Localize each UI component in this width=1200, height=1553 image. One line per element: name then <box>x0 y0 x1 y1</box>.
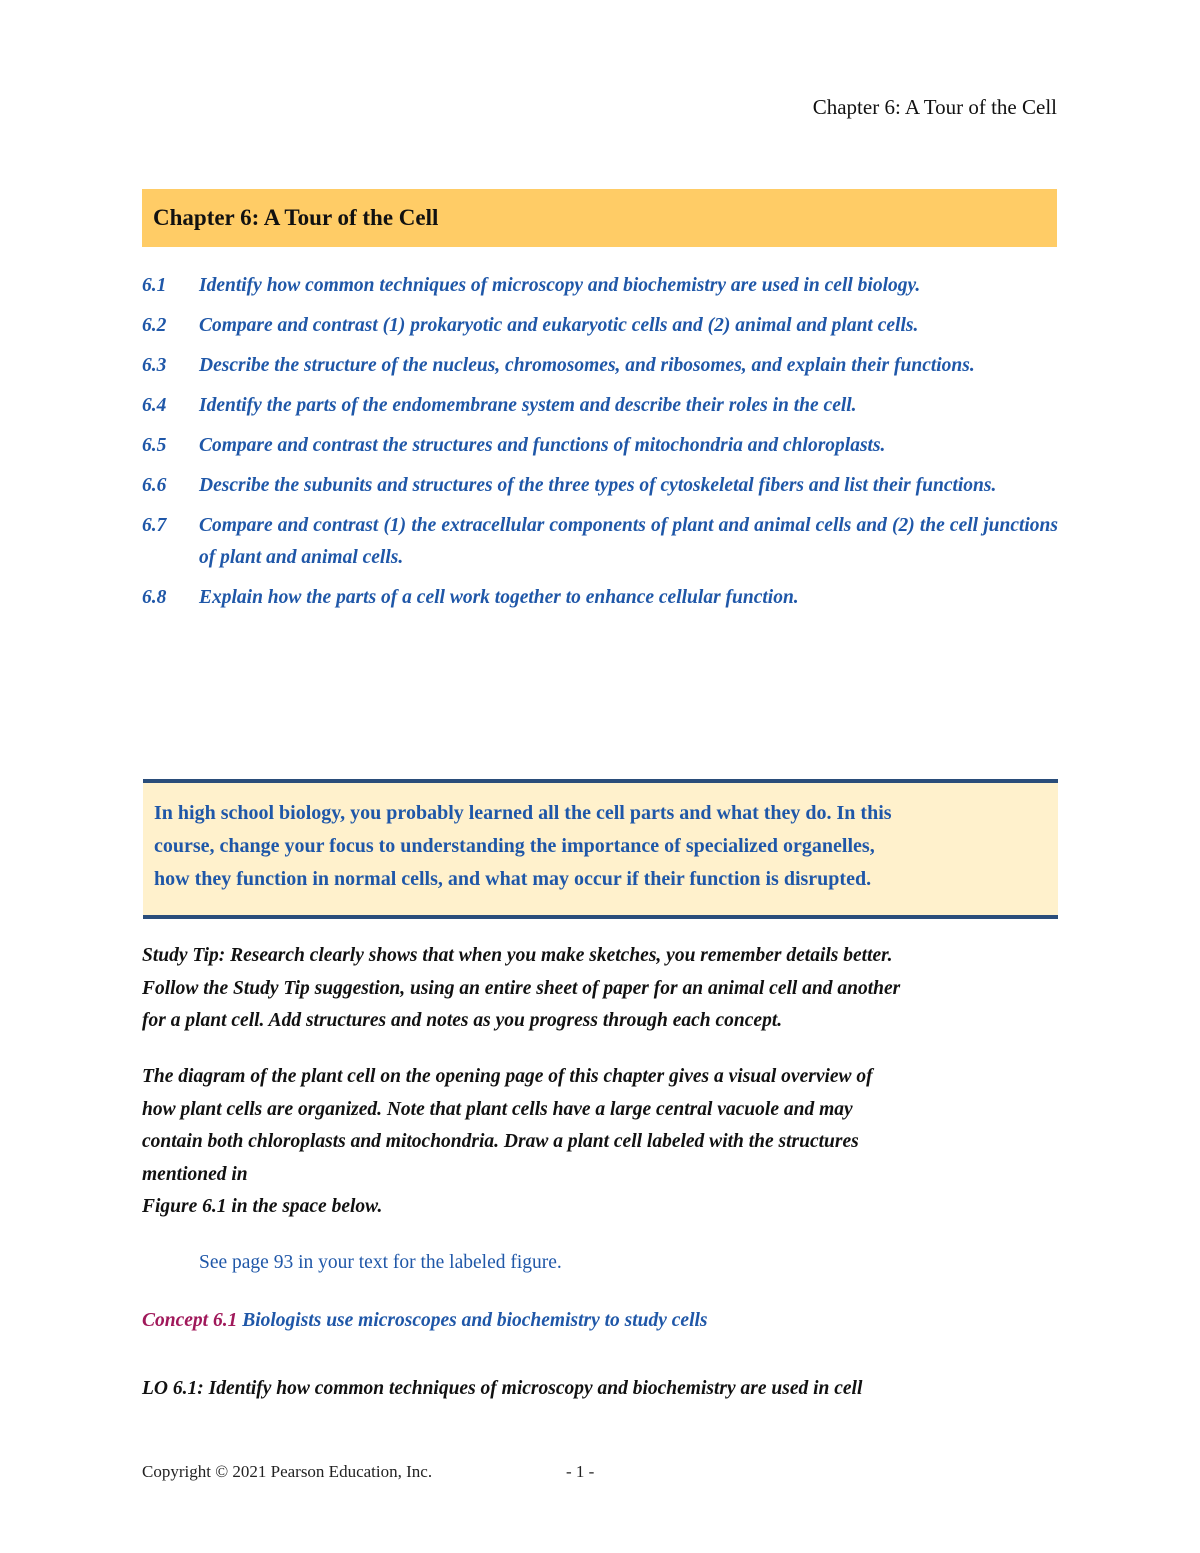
objective-number: 6.1 <box>142 275 167 296</box>
objective-text: Identify how common techniques of microscopy and biochemistry are used in cell biology. <box>199 275 921 296</box>
footer-copyright: Copyright © 2021 Pearson Education, Inc. <box>142 1462 433 1481</box>
objective-item <box>142 582 1058 614</box>
objective-item <box>142 430 1058 462</box>
objective-text: Explain how the parts of a cell work together to enhance cellular function. <box>199 587 799 608</box>
objective-text: Compare and contrast (1) prokaryotic and eukaryotic cells and (2) animal and plant cells. <box>199 315 919 336</box>
objective-item <box>142 350 1058 382</box>
study-tip-paragraph <box>142 940 1072 1038</box>
objective-text: Compare and contrast (1) the extracellular components of plant and animal cells and (2) the cell junctions of plant and animal cells. <box>199 515 1058 568</box>
concept-title: Biologists use microscopes and biochemistry to study cells <box>242 1310 708 1331</box>
callout-line: course, change your focus to understanding the importance of specialized organelles, <box>154 835 875 857</box>
objective-number: 6.4 <box>142 395 167 416</box>
study-tip-line: for a plant cell. Add structures and notes as you progress through each concept. <box>142 1010 783 1031</box>
concept-label: Concept 6.1 <box>142 1310 238 1331</box>
diagram-prompt-line: mentioned in <box>142 1163 248 1185</box>
chapter-title-bar <box>142 189 1057 247</box>
objective-text: Describe the structure of the nucleus, chromosomes, and ribosomes, and explain their functions. <box>199 355 975 376</box>
diagram-prompt-line: contain both chloroplasts and mitochondria. Draw a plant cell labeled with the structures <box>142 1131 859 1152</box>
callout-line: In high school biology, you probably learned all the cell parts and what they do. In this <box>154 802 892 824</box>
learning-objective-heading: LO 6.1: Identify how common techniques of microscopy and biochemistry are used in cell <box>142 1378 863 1399</box>
diagram-prompt-line: The diagram of the plant cell on the opening page of this chapter gives a visual overview of <box>142 1066 873 1087</box>
objective-item <box>142 470 1058 502</box>
objective-number: 6.2 <box>142 315 167 336</box>
diagram-prompt-line: Figure 6.1 in the space below. <box>142 1196 383 1217</box>
study-tip-line: Follow the Study Tip suggestion, using an entire sheet of paper for an animal cell and another <box>142 977 901 999</box>
objective-number: 6.3 <box>142 355 167 376</box>
objective-text: Describe the subunits and structures of the three types of cytoskeletal fibers and list their functions. <box>199 475 997 496</box>
answer-note: See page 93 in your text for the labeled figure. <box>199 1252 562 1273</box>
objective-item <box>142 390 1058 422</box>
diagram-prompt-line: how plant cells are organized. Note that plant cells have a large central vacuole and may <box>142 1098 853 1120</box>
objective-item <box>142 310 1058 342</box>
diagram-prompt-paragraph <box>142 1061 1042 1224</box>
focus-callout-box <box>143 779 1058 919</box>
footer-page-number: - 1 - <box>566 1462 595 1481</box>
concept-heading <box>142 1305 708 1337</box>
running-header: Chapter 6: A Tour of the Cell <box>812 95 1057 119</box>
callout-line: how they function in normal cells, and what may occur if their function is disrupted. <box>154 868 872 890</box>
objective-text: Compare and contrast the structures and functions of mitochondria and chloroplasts. <box>199 435 886 456</box>
study-tip-line: Study Tip: Research clearly shows that when you make sketches, you remember details better. <box>142 945 893 966</box>
objective-number: 6.6 <box>142 475 167 496</box>
objective-number: 6.5 <box>142 435 167 456</box>
objective-text: Identify the parts of the endomembrane system and describe their roles in the cell. <box>199 395 857 416</box>
objective-number: 6.7 <box>142 515 167 536</box>
objective-item <box>142 510 1058 574</box>
learning-objectives-list <box>142 270 1058 622</box>
objective-item <box>142 270 1058 302</box>
chapter-title: Chapter 6: A Tour of the Cell <box>153 205 439 230</box>
objective-number: 6.8 <box>142 587 167 608</box>
